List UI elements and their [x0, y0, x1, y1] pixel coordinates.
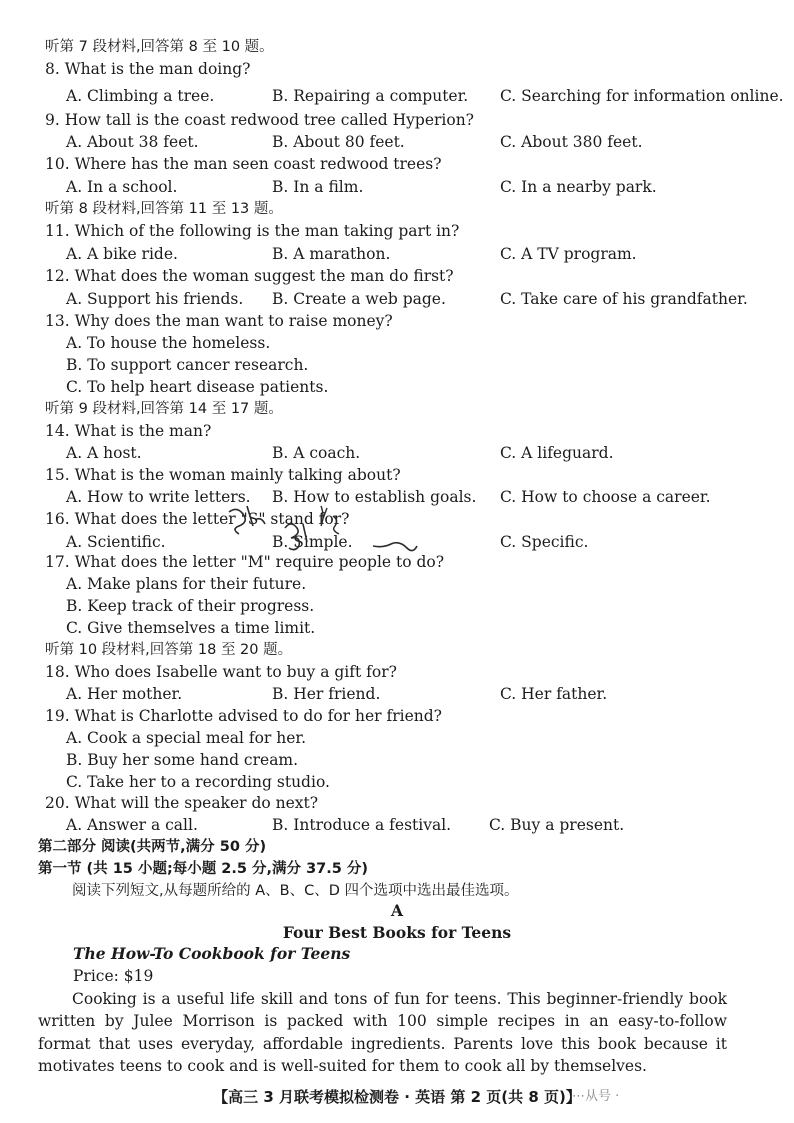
option-row	[0, 243, 794, 265]
question-stem: 12. What does the woman suggest the man do first?	[45, 267, 454, 285]
question-stem: 17. What does the letter "M" require people to do?	[45, 553, 445, 571]
passage-letter: A	[390, 901, 404, 920]
option-row	[0, 376, 794, 398]
option-row	[0, 176, 794, 198]
question-stem: 19. What is Charlotte advised to do for her friend?	[45, 707, 442, 725]
option-a: A. How to write letters.	[66, 488, 251, 506]
section-heading: 听第 9 段材料,回答第 14 至 17 题。	[45, 401, 283, 417]
option-a: A. A bike ride.	[66, 245, 178, 263]
option-c: C. A lifeguard.	[500, 444, 614, 462]
option-b: B. A marathon.	[272, 245, 391, 263]
handwritten-scribble	[225, 502, 425, 572]
option-c: C. A TV program.	[500, 245, 637, 263]
option-b: B. Keep track of their progress.	[66, 597, 315, 615]
option-c: C. Searching for information online.	[500, 87, 784, 105]
book-title: The How-To Cookbook for Teens	[73, 944, 351, 963]
option-c: C. In a nearby park.	[500, 178, 657, 196]
option-c: C. To help heart disease patients.	[66, 378, 329, 396]
section-heading: 第一节 (共 15 小题;每小题 2.5 分,满分 37.5 分)	[38, 861, 369, 877]
option-b: B. In a film.	[272, 178, 364, 196]
option-row	[0, 683, 794, 705]
section-heading: 听第 7 段材料,回答第 8 至 10 题。	[45, 39, 274, 55]
page-footer: 【高三 3 月联考模拟检测卷 · 英语 第 2 页(共 8 页)】	[213, 1088, 581, 1106]
passage-title: Four Best Books for Teens	[282, 923, 512, 942]
question-stem: 13. Why does the man want to raise money?	[45, 312, 393, 330]
question-stem: 18. Who does Isabelle want to buy a gift for?	[45, 663, 397, 681]
option-a: A. Her mother.	[66, 685, 183, 703]
question-stem: 10. Where has the man seen coast redwood trees?	[45, 155, 442, 173]
option-a: A. A host.	[66, 444, 142, 462]
option-c: C. About 380 feet.	[500, 133, 643, 151]
option-c: C. How to choose a career.	[500, 488, 711, 506]
option-row	[0, 131, 794, 153]
option-row	[0, 85, 794, 107]
option-a: A. About 38 feet.	[66, 133, 199, 151]
option-b: B. Create a web page.	[272, 290, 446, 308]
option-c: C. Give themselves a time limit.	[66, 619, 316, 637]
question-stem: 16. What does the letter "S" stand for?	[45, 510, 350, 528]
option-row	[0, 332, 794, 354]
option-b: B. About 80 feet.	[272, 133, 405, 151]
option-a: A. Climbing a tree.	[66, 87, 215, 105]
book-description: Cooking is a useful life skill and tons of fun for teens. This beginner-friendly book written by Julee Morrison is packed with 100 simple recipes in an easy-to-follow format that uses everyday, affordable ingredients. Parents love this book because it motivates teens to cook and is well-suited for them to cook all by themselves.	[38, 990, 727, 1076]
option-b: B. Buy her some hand cream.	[66, 751, 299, 769]
option-a: A. Answer a call.	[66, 816, 198, 834]
option-c: C. Her father.	[500, 685, 608, 703]
question-stem: 8. What is the man doing?	[45, 60, 251, 78]
book-price: Price: $19	[73, 967, 154, 985]
option-row	[0, 749, 794, 771]
part-heading: 第二部分 阅读(共两节,满分 50 分)	[38, 839, 267, 855]
option-row	[0, 288, 794, 310]
option-row	[0, 814, 794, 836]
option-c: C. Take care of his grandfather.	[500, 290, 748, 308]
question-stem: 15. What is the woman mainly talking about?	[45, 466, 401, 484]
option-c: C. Buy a present.	[489, 816, 625, 834]
option-b: B. Simple.	[272, 533, 353, 551]
instruction: 阅读下列短文,从每题所给的 A、B、C、D 四个选项中选出最佳选项。	[72, 883, 519, 899]
option-b: B. How to establish goals.	[272, 488, 477, 506]
option-row	[0, 617, 794, 639]
option-row	[0, 727, 794, 749]
question-stem: 20. What will the speaker do next?	[45, 794, 319, 812]
option-b: B. To support cancer research.	[66, 356, 309, 374]
option-a: A. Make plans for their future.	[66, 575, 307, 593]
section-heading: 听第 10 段材料,回答第 18 至 20 题。	[45, 642, 293, 658]
option-a: A. Cook a special meal for her.	[66, 729, 307, 747]
question-stem: 9. How tall is the coast redwood tree called Hyperion?	[45, 111, 474, 129]
option-a: A. Scientific.	[66, 533, 166, 551]
option-b: B. Introduce a festival.	[272, 816, 452, 834]
option-b: B. Repairing a computer.	[272, 87, 469, 105]
section-heading: 听第 8 段材料,回答第 11 至 13 题。	[45, 201, 283, 217]
option-row	[0, 771, 794, 793]
option-c: C. Take her to a recording studio.	[66, 773, 330, 791]
option-row	[0, 354, 794, 376]
option-row	[0, 442, 794, 464]
option-a: A. To house the homeless.	[66, 334, 271, 352]
option-b: B. Her friend.	[272, 685, 381, 703]
watermark: ⋯从号 ·	[572, 1089, 620, 1104]
question-stem: 14. What is the man?	[45, 422, 212, 440]
option-a: A. Support his friends.	[66, 290, 244, 308]
option-row	[0, 573, 794, 595]
option-b: B. A coach.	[272, 444, 361, 462]
question-stem: 11. Which of the following is the man taking part in?	[45, 222, 460, 240]
option-a: A. In a school.	[66, 178, 178, 196]
option-row	[0, 595, 794, 617]
option-c: C. Specific.	[500, 533, 589, 551]
